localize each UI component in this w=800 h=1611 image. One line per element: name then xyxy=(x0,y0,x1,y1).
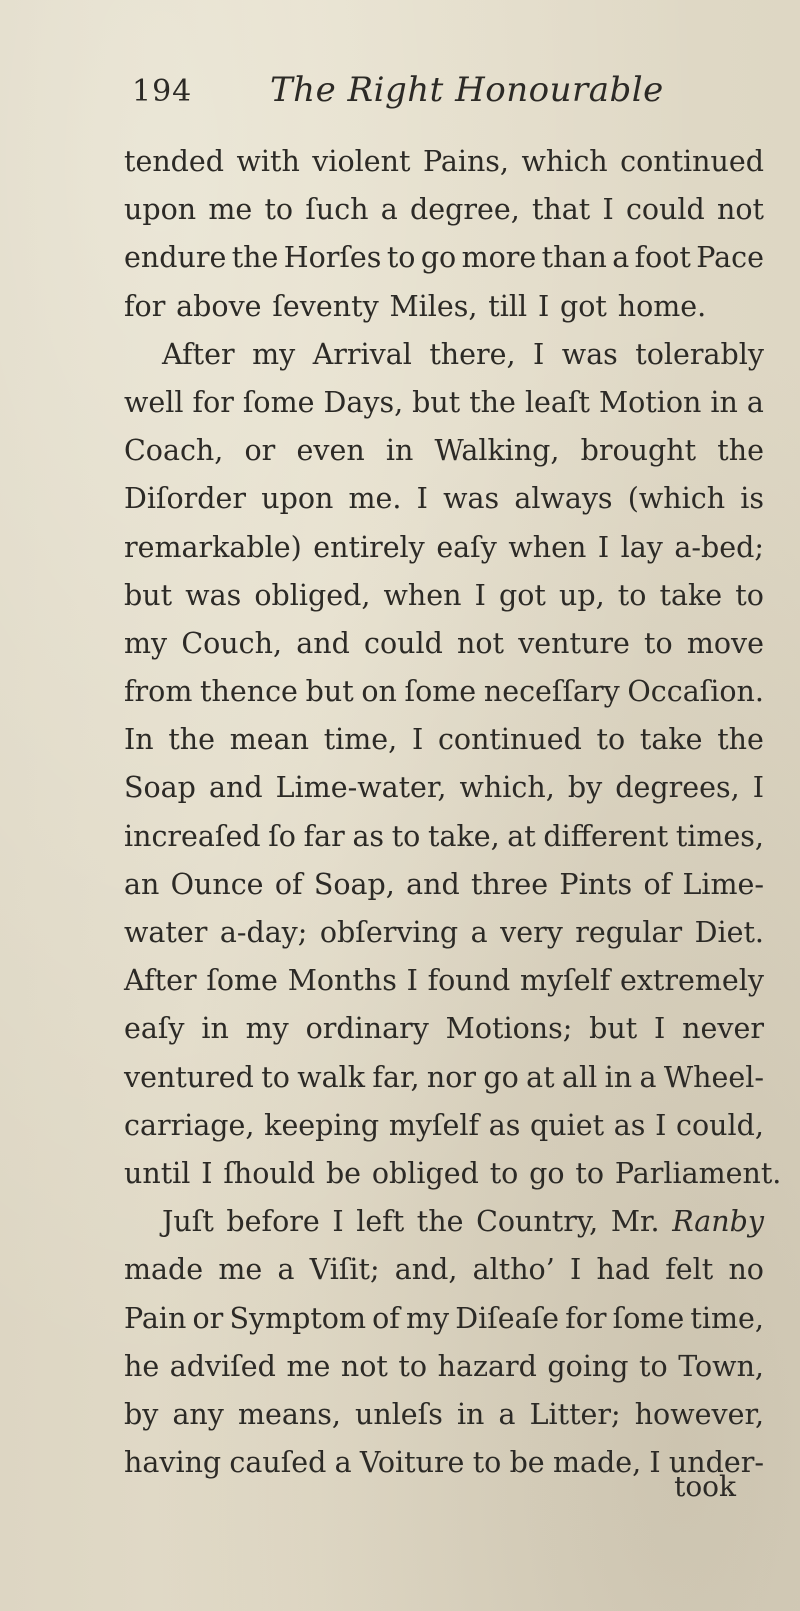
word: but xyxy=(412,385,461,419)
word: but xyxy=(589,1012,638,1046)
word: a-day; xyxy=(219,916,308,949)
word: made, xyxy=(552,1446,642,1480)
word: ſome xyxy=(612,1301,685,1335)
word: to xyxy=(261,1060,290,1094)
word: not xyxy=(457,626,504,660)
word: Viſit; xyxy=(309,1253,380,1287)
word: to xyxy=(386,241,416,275)
word: lay xyxy=(620,530,663,564)
word: continued xyxy=(620,145,764,178)
word: ſeventy xyxy=(272,289,379,323)
word: I xyxy=(654,1012,666,1046)
word: Country, xyxy=(476,1205,599,1239)
word: of xyxy=(372,1301,400,1335)
word: as xyxy=(488,1108,521,1142)
word: Lime- xyxy=(682,867,764,901)
word: Diet. xyxy=(694,916,764,949)
word: in a xyxy=(710,385,764,419)
text-line xyxy=(124,716,764,764)
word: extremely xyxy=(619,964,764,998)
word: Pace xyxy=(696,241,764,275)
word: the xyxy=(168,723,216,757)
word: for xyxy=(565,1301,607,1335)
word: times, xyxy=(675,819,764,853)
word: be xyxy=(325,1156,362,1190)
word: I xyxy=(411,723,424,757)
word: Parliament. xyxy=(614,1156,782,1190)
text-line xyxy=(124,1391,764,1439)
text-line xyxy=(124,764,764,812)
word: carriage, xyxy=(124,1108,255,1142)
word: obſerving xyxy=(319,916,459,949)
word: I xyxy=(533,337,545,371)
word: Diſorder xyxy=(124,482,247,516)
word: different xyxy=(543,819,669,853)
word: altho’ xyxy=(472,1253,555,1287)
word: tended xyxy=(124,145,225,178)
word: a xyxy=(380,193,398,227)
word: by xyxy=(567,771,603,805)
word: eaſy xyxy=(124,1012,185,1046)
word: ſhould xyxy=(223,1156,316,1190)
word: I xyxy=(332,1205,344,1239)
word: to xyxy=(617,578,647,612)
word: than xyxy=(541,241,607,275)
word: be xyxy=(509,1446,545,1480)
word: left xyxy=(356,1205,405,1239)
word: take, xyxy=(428,819,500,853)
text-line xyxy=(124,186,764,234)
word: Arrival xyxy=(312,337,412,371)
word: myſelf xyxy=(520,964,611,998)
word: go xyxy=(529,1156,565,1190)
word: I xyxy=(752,771,764,805)
text-line xyxy=(124,861,764,909)
word: going xyxy=(547,1349,629,1383)
word: quiet xyxy=(530,1108,605,1142)
word: was xyxy=(561,337,618,371)
word: for xyxy=(192,385,234,419)
word: myſelf xyxy=(388,1108,480,1142)
text-line xyxy=(124,1005,764,1053)
word: take xyxy=(639,723,703,757)
word: Mr. xyxy=(610,1205,660,1239)
word: ſome xyxy=(206,964,278,998)
word: I xyxy=(406,964,418,998)
word: a-bed; xyxy=(674,530,764,564)
word: hazard xyxy=(437,1349,537,1383)
word: leaſt xyxy=(524,385,590,419)
word: ordinary xyxy=(305,1012,429,1046)
word: Couch, xyxy=(181,626,283,660)
word: the xyxy=(717,434,764,468)
word: continued xyxy=(437,723,582,757)
word: in xyxy=(201,1012,229,1046)
word: go xyxy=(483,1060,519,1094)
word: adviſed xyxy=(169,1349,276,1383)
word: ventured xyxy=(124,1060,254,1094)
word: After xyxy=(124,964,197,998)
word: Months xyxy=(287,964,397,998)
word: entirely xyxy=(313,530,425,564)
word: foot xyxy=(634,241,691,275)
word: not xyxy=(717,193,764,227)
word: not xyxy=(340,1349,388,1383)
word: could, xyxy=(676,1108,764,1142)
word: but xyxy=(124,578,173,612)
word: (which xyxy=(627,482,726,516)
word: I xyxy=(474,578,486,612)
word: I xyxy=(655,1108,667,1142)
text-line xyxy=(124,1246,764,1294)
text-line xyxy=(124,138,764,186)
word: and, xyxy=(394,1253,458,1287)
text-line xyxy=(124,668,764,716)
catchword: took xyxy=(674,1470,736,1503)
word: violent xyxy=(312,145,411,178)
word: upon xyxy=(124,193,197,227)
word: never xyxy=(682,1012,764,1046)
word: found xyxy=(427,964,511,998)
word: I xyxy=(597,530,610,564)
word: to xyxy=(735,578,764,612)
text-line xyxy=(124,234,764,282)
word: any xyxy=(172,1397,224,1431)
word: Lime-water, xyxy=(275,771,447,805)
word: time, xyxy=(323,723,398,757)
text-line xyxy=(124,909,764,957)
word: or xyxy=(192,1301,224,1335)
word: very xyxy=(500,916,563,949)
word: the xyxy=(469,385,516,419)
word: or xyxy=(244,434,276,468)
word: far, xyxy=(372,1060,420,1094)
word: far xyxy=(303,819,345,853)
word: all xyxy=(562,1060,598,1094)
word: there, xyxy=(429,337,516,371)
text-line xyxy=(124,620,764,668)
word: which xyxy=(521,145,608,178)
word: is xyxy=(740,482,764,516)
word: the xyxy=(416,1205,464,1239)
word: mean xyxy=(229,723,309,757)
word: me xyxy=(208,193,253,227)
word: had xyxy=(596,1253,651,1287)
word: to xyxy=(596,723,626,757)
word: move xyxy=(686,626,764,660)
word: keeping xyxy=(264,1108,380,1142)
word: a xyxy=(334,1446,352,1480)
word: the xyxy=(231,241,279,275)
word: I xyxy=(537,289,550,323)
text-line xyxy=(124,331,764,379)
word: ſuch xyxy=(305,193,369,227)
word: to xyxy=(644,626,673,660)
word: a xyxy=(277,1253,295,1287)
word: but xyxy=(305,675,354,709)
word: for xyxy=(124,289,166,323)
word: until xyxy=(124,1156,191,1190)
word: degree, xyxy=(409,193,520,227)
word: on xyxy=(361,675,397,709)
word: me. xyxy=(348,482,402,516)
text-line xyxy=(124,379,764,427)
text-line xyxy=(124,475,764,523)
word: Soap, xyxy=(313,867,395,901)
word: made xyxy=(124,1253,204,1287)
body-text xyxy=(124,138,782,1487)
word: In xyxy=(124,723,154,757)
word: the xyxy=(717,723,764,757)
word: and xyxy=(406,867,460,901)
running-title: The Right Honourable xyxy=(270,70,664,110)
word: obliged xyxy=(371,1156,479,1190)
word: with xyxy=(236,145,300,178)
word: however, xyxy=(634,1397,764,1431)
text-line xyxy=(124,427,764,475)
word: as xyxy=(613,1108,646,1142)
word: Motions; xyxy=(445,1012,573,1046)
word: always xyxy=(514,482,613,516)
text-line xyxy=(124,283,764,331)
word: a xyxy=(470,916,488,949)
word: to xyxy=(472,1446,502,1480)
word: got xyxy=(499,578,546,612)
word: up, xyxy=(558,578,605,612)
word: of xyxy=(274,867,303,901)
word: was xyxy=(443,482,500,516)
word: Walking, xyxy=(434,434,560,468)
word: to xyxy=(575,1156,605,1190)
word: a xyxy=(639,1060,657,1094)
word: After xyxy=(162,337,235,371)
word: Pain xyxy=(124,1301,187,1335)
word: in xyxy=(456,1397,485,1431)
word: at xyxy=(507,819,536,853)
word: above xyxy=(176,289,262,323)
word: ſome xyxy=(404,675,477,709)
word: an xyxy=(124,867,160,901)
word: Soap xyxy=(124,771,196,805)
word: nor xyxy=(426,1060,477,1094)
text-line xyxy=(124,1102,764,1150)
word: which, xyxy=(459,771,555,805)
text-line xyxy=(124,524,764,572)
word: Wheel- xyxy=(663,1060,764,1094)
word: eaſy xyxy=(436,530,497,564)
word: in xyxy=(604,1060,633,1094)
word: to xyxy=(398,1349,428,1383)
word: he xyxy=(124,1349,160,1383)
page-header xyxy=(120,66,720,116)
text-line xyxy=(124,1198,764,1246)
word: tolerably xyxy=(635,337,764,371)
word: before xyxy=(226,1205,320,1239)
word: when xyxy=(383,578,462,612)
text-line xyxy=(124,813,764,861)
page-number: 194 xyxy=(132,74,193,109)
word: I xyxy=(201,1156,213,1190)
word: no xyxy=(728,1253,764,1287)
word: from xyxy=(124,675,193,709)
word: my xyxy=(124,626,168,660)
word: unleſs xyxy=(354,1397,443,1431)
word: by xyxy=(124,1397,159,1431)
word: Occaſion. xyxy=(627,675,764,709)
word: that xyxy=(531,193,591,227)
word: more xyxy=(461,241,537,275)
word: upon xyxy=(261,482,334,516)
word: Town, xyxy=(678,1349,764,1383)
word: degrees, xyxy=(615,771,740,805)
word: Pints xyxy=(559,867,633,901)
text-line xyxy=(124,1343,764,1391)
word: a xyxy=(612,241,630,275)
word: to xyxy=(391,819,421,853)
word: Ounce xyxy=(170,867,264,901)
word: Motion xyxy=(598,385,702,419)
text-line xyxy=(124,1054,764,1102)
word: neceſſary xyxy=(483,675,620,709)
word: obliged, xyxy=(254,578,371,612)
word: to xyxy=(489,1156,519,1190)
word: Diſeaſe xyxy=(455,1301,560,1335)
word: of xyxy=(643,867,672,901)
word: when xyxy=(508,530,587,564)
word: Juſt xyxy=(162,1205,214,1239)
word: ſo xyxy=(268,819,296,853)
word: Voiture xyxy=(359,1446,465,1480)
word: a xyxy=(498,1397,516,1431)
word: I xyxy=(569,1253,582,1287)
word: home. xyxy=(617,289,707,323)
word: I xyxy=(602,193,614,227)
word: I xyxy=(649,1446,661,1480)
word: Symptom xyxy=(229,1301,366,1335)
word: having xyxy=(124,1446,222,1480)
word: brought xyxy=(580,434,697,468)
word: to xyxy=(264,193,294,227)
text-line xyxy=(124,1150,782,1198)
text-line xyxy=(124,957,764,1005)
word: regular xyxy=(575,916,683,949)
text-line xyxy=(124,1439,764,1487)
word: at xyxy=(526,1060,555,1094)
word: go xyxy=(420,241,457,275)
word: to xyxy=(639,1349,668,1383)
word: could xyxy=(625,193,705,227)
word: Horſes xyxy=(283,241,382,275)
word: and xyxy=(296,626,350,660)
word: Miles, xyxy=(389,289,478,323)
word: endure xyxy=(124,241,227,275)
word: even xyxy=(296,434,365,468)
word: cauſed xyxy=(229,1446,327,1480)
word: time, xyxy=(690,1301,764,1335)
word: increaſed xyxy=(124,819,261,853)
word: Litter; xyxy=(529,1397,621,1431)
word: ſome xyxy=(242,385,315,419)
word: under- xyxy=(668,1446,764,1480)
word: means, xyxy=(237,1397,341,1431)
word: me xyxy=(218,1253,263,1287)
word: Coach, xyxy=(124,434,224,468)
word: my xyxy=(245,1012,289,1046)
word: could xyxy=(364,626,443,660)
word: thence xyxy=(200,675,298,709)
text-line xyxy=(124,572,764,620)
word: three xyxy=(470,867,549,901)
word: my xyxy=(252,337,296,371)
word: my xyxy=(405,1301,450,1335)
word: Days, xyxy=(323,385,404,419)
word: Ranby xyxy=(672,1205,764,1239)
word: me xyxy=(286,1349,331,1383)
word: remarkable) xyxy=(124,530,302,564)
word: venture xyxy=(518,626,630,660)
text-line xyxy=(124,1295,764,1343)
word: got xyxy=(560,289,607,323)
word: well xyxy=(124,385,184,419)
word: in xyxy=(385,434,414,468)
word: Pains, xyxy=(422,145,509,178)
word: till xyxy=(488,289,528,323)
word: felt xyxy=(665,1253,714,1287)
word: walk xyxy=(297,1060,366,1094)
word: as xyxy=(352,819,385,853)
word: water xyxy=(124,916,208,949)
word: was xyxy=(185,578,242,612)
word: and xyxy=(208,771,263,805)
word: I xyxy=(416,482,428,516)
word: take xyxy=(659,578,723,612)
